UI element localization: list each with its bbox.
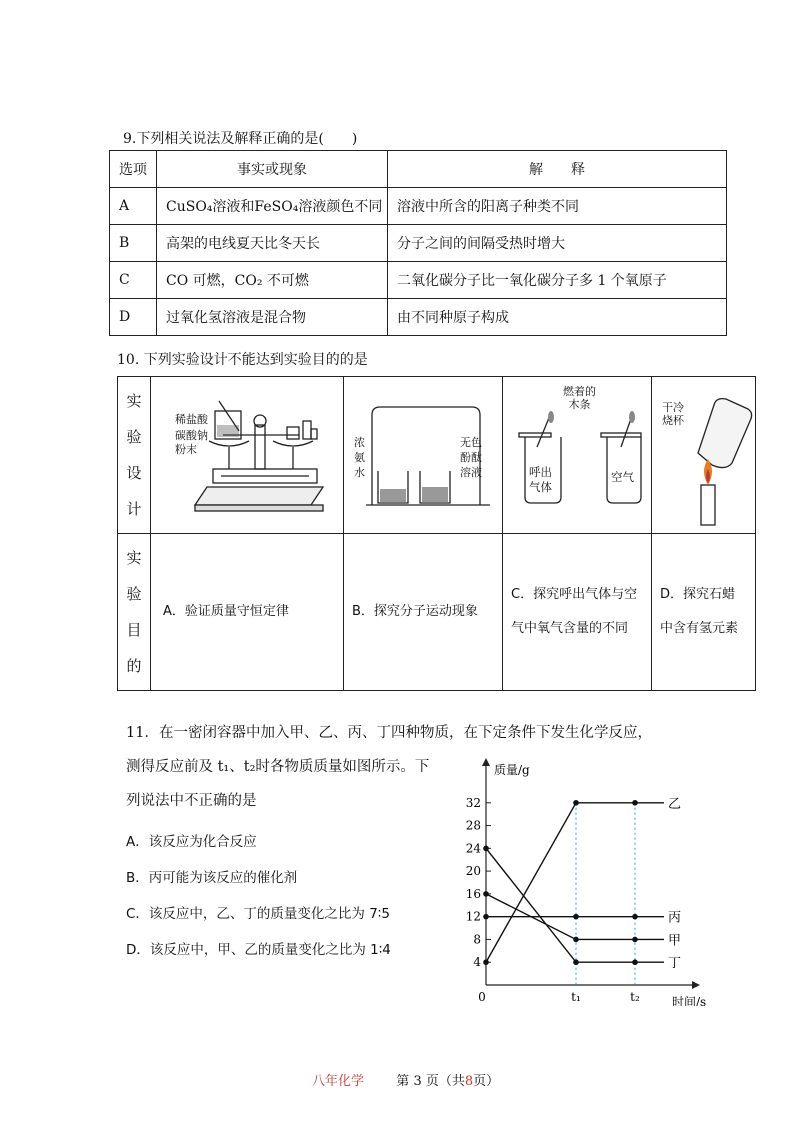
label-exhaled-line: 呼出	[529, 465, 552, 479]
label-ammonia-char: 水	[354, 466, 365, 479]
y-tick-label: 16	[465, 886, 481, 901]
x-tick-label: t₁	[571, 990, 581, 1004]
q9-table	[109, 150, 727, 336]
series-label: 甲	[668, 933, 682, 949]
purpose-header	[118, 534, 151, 691]
purpose-a: A．验证质量守恒定律	[151, 534, 344, 691]
purpose-header-char: 实	[126, 549, 142, 567]
data-point	[483, 891, 489, 897]
purpose-row	[118, 534, 756, 691]
row-fact: CuSO₄溶液和FeSO₄溶液颜色不同	[157, 188, 388, 225]
label-cup-line: 干冷	[662, 401, 684, 414]
x-axis-arrow	[692, 981, 700, 989]
label-dry-beaker	[662, 401, 684, 427]
label-air: 空气	[611, 470, 634, 484]
footer-page-prefix: 第	[396, 1074, 410, 1089]
table-row	[110, 225, 727, 262]
design-row	[118, 377, 756, 534]
label-phenol-line: 无色	[460, 436, 482, 449]
row-option: A	[110, 188, 157, 225]
label-phenol-line: 溶液	[460, 466, 482, 479]
data-point	[632, 914, 638, 920]
data-point	[632, 800, 638, 806]
design-c-cell	[503, 377, 652, 534]
purpose-header-char: 的	[126, 657, 142, 675]
label-stick-line: 木条	[568, 398, 591, 411]
purpose-c	[503, 534, 652, 691]
row-option: D	[110, 299, 157, 336]
purpose-d-line: D．探究石蜡	[660, 587, 736, 602]
data-point	[632, 959, 638, 965]
label-exhaled-gas	[529, 465, 552, 495]
x-tick-label: 0	[478, 990, 486, 1004]
q11-stem-line1: 11．在一密闭容器中加入甲、乙、丙、丁四种物质，在下定条件下发生化学反应，	[126, 725, 652, 741]
purpose-c-line: C．探究呼出气体与空	[511, 587, 638, 602]
footer-page-suffix: 页）	[473, 1074, 500, 1089]
row-option: C	[110, 262, 157, 299]
design-header-char: 实	[126, 392, 142, 410]
q11-option-b: B．丙可能为该反应的催化剂	[126, 870, 298, 886]
q9-title: 9.下列相关说法及解释正确的是( )	[123, 131, 358, 147]
q10-title: 10. 下列实验设计不能达到实验目的的是	[117, 352, 368, 368]
purpose-d-line: 中含有氢元素	[660, 621, 739, 636]
design-header-char: 计	[126, 500, 142, 518]
row-fact: 高架的电线夏天比冬天长	[157, 225, 388, 262]
series-label: 乙	[668, 796, 682, 812]
y-axis-arrow	[482, 758, 490, 766]
label-acid: 稀盐酸	[175, 413, 208, 426]
q11-option-d: D．该反应中，甲、乙的质量变化之比为 1∶4	[126, 942, 391, 958]
x-tick-label: t₂	[630, 990, 640, 1004]
table-row	[110, 188, 727, 225]
series-label: 丁	[668, 956, 682, 972]
row-reason: 分子之间的间隔受热时增大	[388, 225, 727, 262]
x-axis-label: 时间/s	[672, 995, 707, 1006]
y-axis-label: 质量/g	[494, 763, 530, 777]
y-tick-label: 28	[465, 818, 481, 833]
footer-total-pages: 8	[464, 1074, 474, 1089]
data-point	[573, 937, 579, 943]
design-header	[118, 377, 151, 534]
row-reason: 二氧化碳分子比一氧化碳分子多 1 个氧原子	[388, 262, 727, 299]
q11-option-a: A．该反应为化合反应	[126, 834, 257, 850]
design-b-cell	[344, 377, 503, 534]
series-line-丁	[486, 848, 664, 962]
q11-stem-line2: 测得反应前及 t₁、t₂时各物质质量如图所示。下	[126, 759, 430, 775]
label-ammonia	[354, 435, 365, 480]
row-fact: CO 可燃，CO₂ 不可燃	[157, 262, 388, 299]
footer-page-mid: 页（共	[425, 1074, 465, 1089]
data-point	[632, 937, 638, 943]
header-fact: 事实或现象	[157, 151, 388, 188]
label-burning-stick	[563, 385, 596, 411]
purpose-d	[652, 534, 756, 691]
label-cup-line: 烧杯	[662, 414, 684, 427]
data-point	[483, 914, 489, 920]
footer-subject: 八年化学	[312, 1074, 365, 1089]
data-point	[483, 846, 489, 852]
row-option: B	[110, 225, 157, 262]
data-point	[573, 959, 579, 965]
design-header-char: 验	[126, 428, 142, 446]
series-label: 丙	[668, 910, 682, 926]
y-tick-label: 12	[465, 909, 481, 924]
label-ammonia-char: 浓	[354, 436, 365, 449]
label-stick-line: 燃着的	[563, 385, 596, 398]
data-point	[573, 914, 579, 920]
data-point	[573, 800, 579, 806]
page-footer	[312, 1070, 499, 1089]
table-header-row	[110, 151, 727, 188]
table-row	[110, 299, 727, 336]
table-row	[110, 262, 727, 299]
y-tick-label: 4	[473, 955, 481, 970]
label-powder: 粉末	[175, 443, 197, 456]
q11-option-c: C．该反应中，乙、丁的质量变化之比为 7∶5	[126, 906, 390, 922]
mass-time-chart	[460, 752, 716, 1006]
purpose-c-line: 气中氧气含量的不同	[511, 621, 629, 636]
row-fact: 过氧化氢溶液是混合物	[157, 299, 388, 336]
y-tick-label: 20	[465, 864, 481, 879]
purpose-b: B．探究分子运动现象	[344, 534, 503, 691]
design-a-cell	[151, 377, 344, 534]
label-phenol-line: 酚酞	[460, 451, 482, 464]
y-tick-label: 24	[465, 841, 481, 856]
data-point	[483, 959, 489, 965]
label-ammonia-char: 氨	[354, 451, 365, 464]
q11-stem-line3: 列说法中不正确的是	[126, 793, 257, 809]
label-carbonate: 碳酸钠	[175, 429, 208, 442]
header-option: 选项	[110, 151, 157, 188]
purpose-header-char: 目	[126, 621, 142, 639]
y-tick-label: 8	[473, 932, 481, 947]
footer-page-number: 3	[413, 1074, 422, 1089]
row-reason: 溶液中所含的阳离子种类不同	[388, 188, 727, 225]
label-phenolphthalein	[460, 435, 482, 480]
design-header-char: 设	[126, 464, 142, 482]
purpose-header-char: 验	[126, 585, 142, 603]
label-exhaled-line: 气体	[529, 480, 552, 494]
y-tick-label: 32	[465, 795, 481, 810]
header-reason: 解 释	[388, 151, 727, 188]
design-d-cell	[652, 377, 756, 534]
row-reason: 由不同种原子构成	[388, 299, 727, 336]
q10-table	[117, 376, 756, 691]
